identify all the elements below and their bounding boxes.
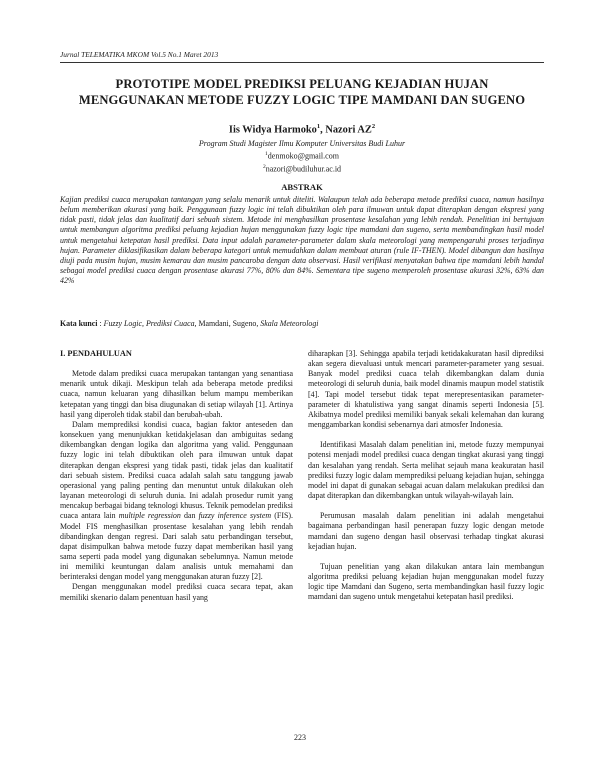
page-number: 223 (294, 733, 306, 742)
affiliation-block (60, 139, 544, 176)
email-2: nazori@budiluhur.ac.id (265, 165, 342, 175)
left-paragraph-1: Metode dalam prediksi cuaca merupakan tantangan yang senantiasa menarik untuk dikaji. Meskipun telah ada beberapa metode prediksi cuaca, namun keluaran yang dihasilkan belum mampu memberikan ketepatan yang tinggi dan bisa diugunakan di setiap wilayah [1]. Artinya hasil yang diperoleh tidak stabil dan berubah-ubah. (60, 369, 293, 419)
author-1: Iis Widya Harmoko (228, 124, 317, 136)
section-heading-pendahuluan: I. PENDAHULUAN (60, 349, 132, 358)
abstract-heading: ABSTRAK (281, 182, 323, 192)
left-p2-c: dan (180, 511, 199, 521)
keywords-separator: : (97, 319, 104, 328)
title-line-1: PROTOTIPE MODEL PREDIKSI PELUANG KEJADIAN HUJAN (115, 77, 489, 91)
author-separator: , (320, 124, 326, 136)
keywords-label: Kata kunci (60, 319, 98, 328)
left-p2-b: multiple regression (118, 511, 181, 521)
left-p2-a: Dalam memprediksi kondisi cuaca, bagian faktor anteseden dan konsekuen yang menunjukkan ketidakjelasan dan ambiguitas sedang dikembangkan dengan logika dan algoritma yang valid. Penggunaan fuzzy logic ini telah dibuktikan oleh para ilmuwan untuk dapat diterapkan dengan ekspresi yang tidak pasti, tidak jelas dan kualitatif dari sebuah sistem. Prediksi cuaca adalah salah satu tanggung jawab operasional yang paling penting dan menuntut untuk dilakukan oleh layanan meteorologi di seluruh dunia. Ini adalah prosedur rumit yang mencakup berbagai bidang teknologi khusus. Teknik pemodelan prediksi cuaca antara lain (60, 419, 293, 521)
right-paragraph-3: Perumusan masalah dalam penelitian ini adalah mengetahui bagaimana perbandingan hasil penerapan fuzzy logic dengan metode mamdani dan sugeno dengan hasil observasi terhadap tingkat akurasi kejadian hujan. (308, 511, 544, 551)
email-2-line (60, 162, 544, 175)
left-p2-e: (FIS). Model FIS menghasilkan prosentase kesalahan yang lebih rendah dibandingkan dengan regresi. Dari salah satu perbandingan tersebut, dapat disimpulkan bahwa metode fuzzy dapat memberikan hasil yang sama seperti pada model yang digunakan sebelumnya. Namun metode ini memiliki keuntungan dalam analisis untuk memahami dan berinteraksi dengan model yang menggunakan aturan fuzzy [2]. (60, 511, 294, 582)
title-line-2: MENGGUNAKAN METODE FUZZY LOGIC TIPE MAMDANI DAN SUGENO (78, 92, 526, 107)
right-paragraph-4: Tujuan penelitian yang akan dilakukan antara lain membangun algoritma prediksi peluang kejadian hujan menggunakan model fuzzy logic tipe Mamdani dan Sugeno, serta membandingkan hasil fuzzy logic mamdani dan sugeno untuk mengetahui ketepatan hasil prediksi. (308, 561, 544, 602)
journal-header: Jurnal TELEMATIKA MKOM Vol.5 No.1 Maret 2013 (60, 50, 219, 59)
author-2: Nazori AZ (325, 124, 372, 136)
email-2-sup: 2 (262, 164, 266, 171)
right-paragraph-2: Identifikasi Masalah dalam penelitian ini, metode fuzzy mempunyai potensi menjadi model prediksi cuaca dengan tingkat akurasi yang tinggi dan kesalahan yang rendah. Serta melihat sejauh mana keakuratan hasil prediksi fuzzy logic dalam memprediksi peluang kejadian hujan, sehingga model ini dapat di gunakan sebagai acuan dalam melakukan prediksi dan dapat diterapkan dan dikembangkan untuk wilayah-wilayah lain. (308, 440, 544, 501)
author-1-sup: 1 (316, 123, 321, 130)
author-list (60, 123, 544, 135)
abstract-text: Kajian prediksi cuaca merupakan tantangan yang selalu menarik untuk diteliti. Walaupun telah ada beberapa metode prediksi cuaca, namun hasilnya belum memberikan akurasi yang baik. Penggunaan fuzzy logic ini telah dibuktikan oleh para ilmuwan untuk dapat diterapkan dengan ekspresi yang tidak pasti, tidak jelas dan kualitatif dari sebuah sistem. Metode ini menghasilkan prosentase kesalahan yang lebih rendah. Penelitian ini bertujuan untuk membangun algoritma prediksi peluang kejadian hujan menggunakan fuzzy logic tipe mamdani dan sugeno, serta membandingkan hasil model untuk mengetahui ketepatan hasil prediksi. Data input adalah parameter-parameter dalam skala meteorologi yang mempengaruhi proses terjadinya hujan. Parameter diklasifikasikan dalam beberapa kategori untuk memudahkan dalam membuat aturan (rule IF-THEN). Model dibangun dan hasilnya diuji pada musim hujan, musim kemarau dan musim pancaroba dengan data observasi. Hasil verifikasi menyatakan bahwa tipe mamdani lebih handal sebagai model prediksi cuaca dengan prosentase akurasi 77%, 80% dan 84%. Sementara tipe sugeno memperoleh prosentase akurasi 32%, 63% dan 42% (60, 195, 544, 286)
keywords-part-3: Skala Meteorologi (260, 319, 319, 328)
left-p2-d: fuzzy inference system (198, 511, 272, 521)
email-1: denmoko@gmail.com (267, 152, 339, 162)
keywords-part-2: Mamdani, Sugeno, (196, 319, 261, 328)
affiliation: Program Studi Magister Ilmu Komputer Universitas Budi Luhur (198, 139, 406, 148)
left-column (60, 349, 293, 603)
paper-title (60, 77, 544, 108)
left-paragraph-3: Dengan menggunakan model prediksi cuaca secara tepat, akan memiliki skenario dalam penentuan hasil yang (60, 582, 293, 602)
email-1-line (60, 149, 544, 162)
author-2-sup: 2 (371, 123, 376, 130)
keywords-part-1: Fuzzy Logic, Prediksi Cuaca, (103, 319, 197, 328)
right-column (308, 349, 544, 602)
left-paragraph-2 (60, 420, 293, 583)
header-rule (60, 62, 544, 63)
right-paragraph-1: diharapkan [3]. Sehingga apabila terjadi ketidakakuratan hasil diprediksi akan segera dievaluasi untuk mencari parameter-parameter yang sesuai. Banyak model prediksi cuaca telah dikembangkan dalam dunia meteorologi di seluruh dunia, baik model dinamis maupun model statistik [4]. Tapi model tersebut tidak tepat merepresentasikan parameter-parameter di khatulistiwa yang sangat dinamis seperti Indonesia [5]. Akibatnya model prediksi memiliki banyak sekali kelemahan dan kurang menggambarkan kondisi sebenarnya dari atmosfer Indonesia. (308, 349, 544, 430)
keywords (60, 319, 544, 329)
email-1-sup: 1 (265, 151, 268, 158)
